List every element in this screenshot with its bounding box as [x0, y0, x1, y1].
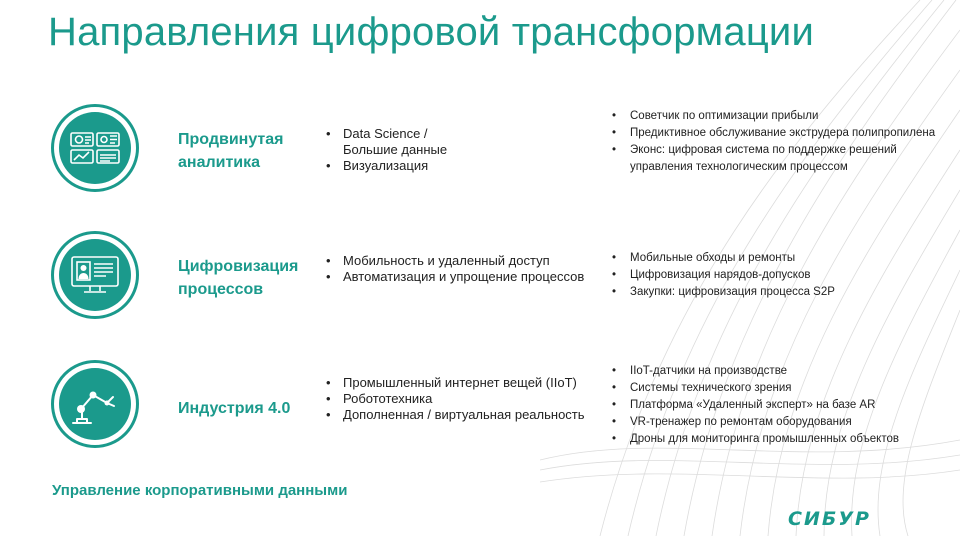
direction-badge: [51, 231, 139, 319]
page-title: Направления цифровой трансформации: [48, 10, 815, 54]
case-item: • Платформа «Удаленный эксперт» на базе AR: [612, 397, 942, 414]
direction-name-line: аналитика: [178, 154, 261, 171]
technology-list: [326, 375, 596, 423]
technology-item: • Мобильность и удаленный доступ: [326, 253, 596, 269]
case-item: • Предиктивное обслуживание экструдера полипропилена: [612, 125, 942, 142]
direction-badge: [51, 104, 139, 192]
analytics-dashboard-icon: [69, 131, 121, 165]
case-item: • Мобильные обходы и ремонты: [612, 250, 942, 267]
technology-list: [326, 253, 596, 285]
technology-item: • Автоматизация и упрощение процессов: [326, 269, 596, 285]
direction-name-line: процессов: [178, 281, 264, 298]
footer-caption: Управление корпоративными данными: [52, 482, 348, 499]
direction-advanced-analytics: [0, 104, 960, 204]
case-list: [612, 363, 942, 448]
direction-industry-4: [0, 360, 960, 460]
direction-process-digitalization: [0, 231, 960, 331]
direction-name-line: Цифровизация: [178, 258, 299, 275]
case-item: • Эконс: цифровая система по поддержке решений управления технологическим процессом: [612, 142, 942, 176]
case-item: • VR-тренажер по ремонтам оборудования: [612, 414, 942, 431]
direction-name-line: Продвинутая: [178, 131, 284, 148]
technology-item: • Промышленный интернет вещей (IIoT): [326, 375, 596, 391]
case-list: [612, 108, 942, 176]
technology-item: • Визуализация: [326, 158, 596, 174]
robotic-arm-icon: [69, 381, 121, 427]
logo-text: СИБУР: [788, 508, 871, 528]
technology-item: • Дополненная / виртуальная реальность: [326, 407, 596, 423]
case-item: • IIoT-датчики на производстве: [612, 363, 942, 380]
case-item: • Дроны для мониторинга промышленных объектов: [612, 431, 942, 448]
monitor-profile-icon: [70, 255, 120, 295]
case-list: [612, 250, 942, 301]
case-item: • Системы технического зрения: [612, 380, 942, 397]
direction-badge: [51, 360, 139, 448]
case-item: • Советчик по оптимизации прибыли: [612, 108, 942, 125]
direction-name-line: Индустрия 4.0: [178, 400, 291, 417]
technology-item: • Data Science / Большие данные: [326, 126, 596, 158]
technology-item: • Робототехника: [326, 391, 596, 407]
technology-list: [326, 126, 596, 174]
case-item: • Закупки: цифровизация процесса S2P: [612, 284, 942, 301]
sibur-logo: [788, 508, 884, 528]
case-item: • Цифровизация нарядов-допусков: [612, 267, 942, 284]
